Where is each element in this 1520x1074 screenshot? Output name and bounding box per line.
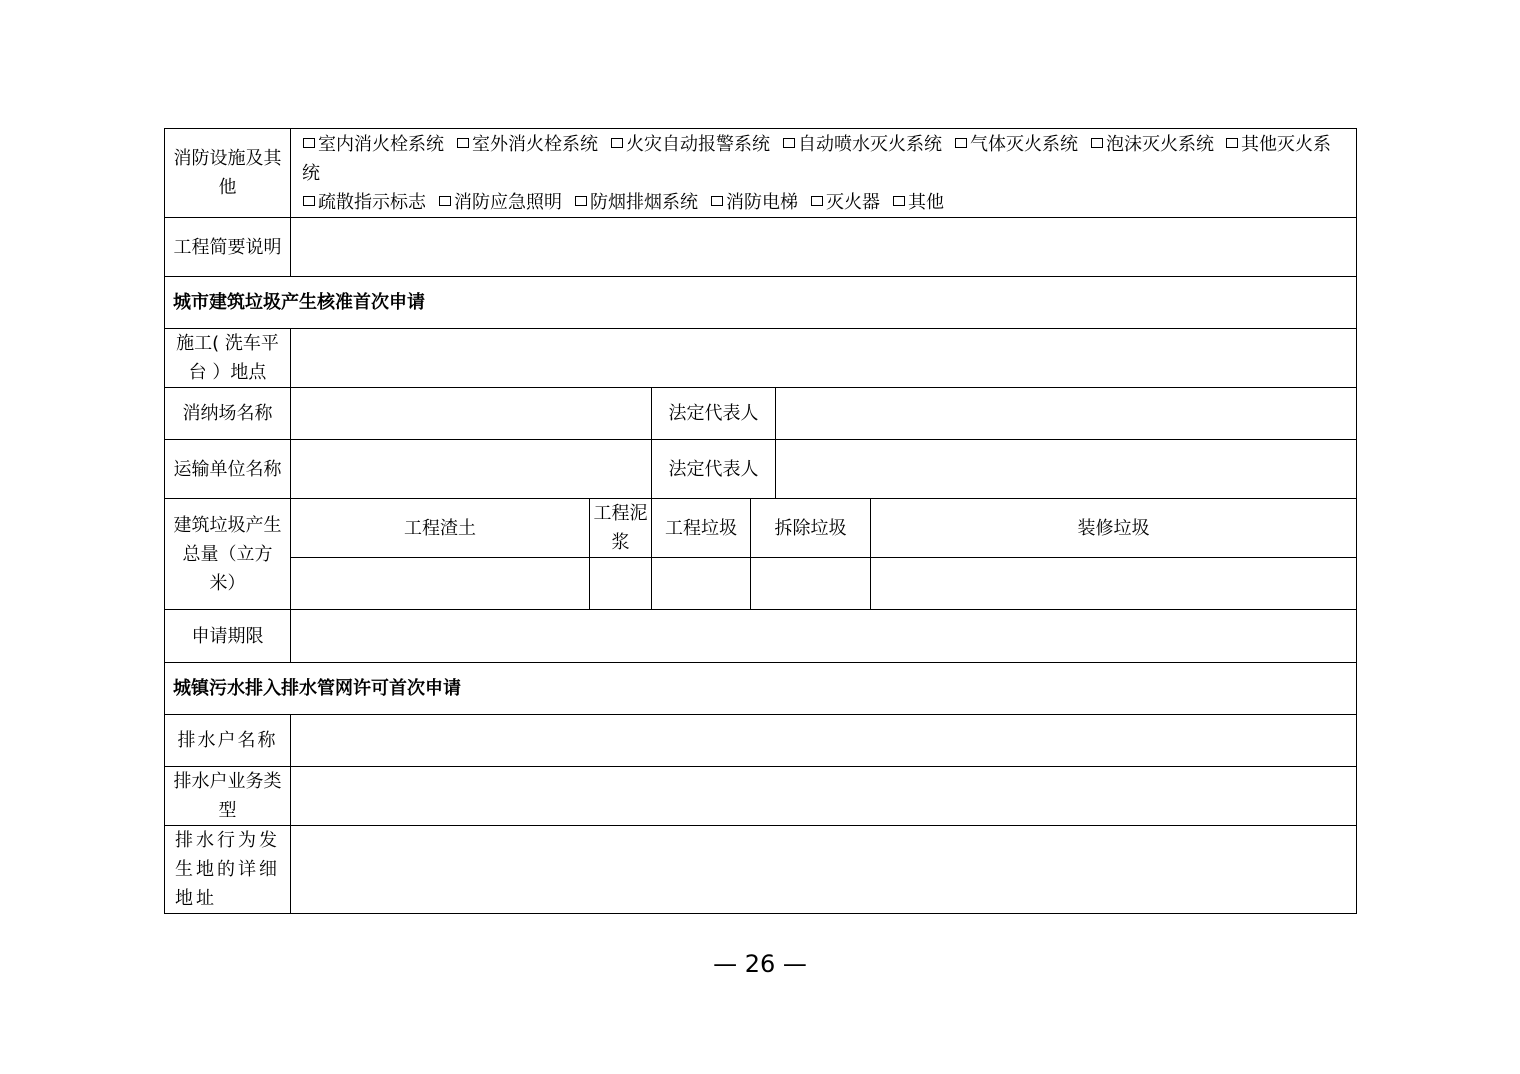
application-period-field[interactable] (291, 610, 1357, 663)
construction-waste-section-title: 城市建筑垃圾产生核准首次申请 (165, 277, 1357, 329)
fire-facilities-options-line-1 (302, 130, 1348, 188)
construction-site-row (165, 329, 1357, 388)
disposal-site-row (165, 388, 1357, 440)
checkbox-icon[interactable] (1226, 138, 1238, 148)
transport-unit-row (165, 440, 1357, 499)
waste-value-field[interactable] (590, 558, 652, 610)
discharge-address-row (165, 826, 1357, 914)
disposal-site-field[interactable] (291, 388, 652, 440)
checkbox-option[interactable]: 火灾自动报警系统 (610, 134, 770, 155)
checkbox-option[interactable]: 室外消火栓系统 (456, 134, 598, 155)
checkbox-option[interactable]: 气体灭火系统 (954, 134, 1078, 155)
checkbox-icon[interactable] (303, 196, 315, 206)
waste-value-field[interactable] (751, 558, 871, 610)
waste-column-header: 工程渣土 (291, 499, 590, 558)
checkbox-icon[interactable] (439, 196, 451, 206)
waste-column-header: 装修垃圾 (871, 499, 1357, 558)
application-period-label: 申请期限 (165, 610, 291, 663)
checkbox-icon[interactable] (955, 138, 967, 148)
transport-unit-field[interactable] (291, 440, 652, 499)
checkbox-icon[interactable] (711, 196, 723, 206)
project-description-label: 工程简要说明 (165, 218, 291, 277)
checkbox-option[interactable]: 消防电梯 (710, 192, 798, 213)
business-type-label: 排水户业务类型 (165, 767, 291, 826)
checkbox-icon[interactable] (457, 138, 469, 148)
page-number: — 26 — (713, 950, 807, 978)
transport-legal-rep-label: 法定代表人 (652, 440, 776, 499)
business-type-field[interactable] (291, 767, 1357, 826)
checkbox-icon[interactable] (811, 196, 823, 206)
checkbox-icon[interactable] (783, 138, 795, 148)
sewage-section-row (165, 663, 1357, 715)
waste-column-header: 工程垃圾 (652, 499, 751, 558)
checkbox-icon[interactable] (1091, 138, 1103, 148)
checkbox-option[interactable]: 防烟排烟系统 (574, 192, 698, 213)
checkbox-icon[interactable] (611, 138, 623, 148)
waste-total-header-row (165, 499, 1357, 558)
discharger-name-label: 排水户名称 (165, 715, 291, 767)
application-period-row (165, 610, 1357, 663)
checkbox-option[interactable]: 消防应急照明 (438, 192, 562, 213)
checkbox-option[interactable]: 室内消火栓系统 (302, 134, 444, 155)
disposal-legal-rep-label: 法定代表人 (652, 388, 776, 440)
checkbox-option[interactable]: 泡沫灭火系统 (1090, 134, 1214, 155)
disposal-site-label: 消纳场名称 (165, 388, 291, 440)
checkbox-option[interactable]: 疏散指示标志 (302, 192, 426, 213)
checkbox-icon[interactable] (575, 196, 587, 206)
project-description-field[interactable] (291, 218, 1357, 277)
disposal-legal-rep-field[interactable] (776, 388, 1357, 440)
construction-waste-section-row (165, 277, 1357, 329)
project-description-row (165, 218, 1357, 277)
construction-site-label: 施工( 洗车平台 ）地点 (165, 329, 291, 388)
transport-unit-label: 运输单位名称 (165, 440, 291, 499)
fire-facilities-label: 消防设施及其他 (165, 129, 291, 218)
checkbox-option-label: 其他灭火系统 (302, 134, 1331, 184)
application-form-table (164, 128, 1357, 914)
waste-value-field[interactable] (652, 558, 751, 610)
business-type-row (165, 767, 1357, 826)
waste-column-header: 工程泥浆 (590, 499, 652, 558)
waste-total-label: 建筑垃圾产生总量（立方米） (165, 499, 291, 610)
checkbox-option[interactable]: 灭火器 (810, 192, 880, 213)
transport-legal-rep-field[interactable] (776, 440, 1357, 499)
fire-facilities-row (165, 129, 1357, 218)
checkbox-icon[interactable] (303, 138, 315, 148)
discharge-address-field[interactable] (291, 826, 1357, 914)
fire-facilities-options (291, 129, 1357, 218)
fire-facilities-options-line-2 (302, 188, 1348, 217)
discharger-name-field[interactable] (291, 715, 1357, 767)
waste-value-field[interactable] (291, 558, 590, 610)
checkbox-option[interactable]: 自动喷水灭火系统 (782, 134, 942, 155)
waste-value-field[interactable] (871, 558, 1357, 610)
discharge-address-label: 排水行为发生地的详细地址 (165, 826, 291, 914)
sewage-section-title: 城镇污水排入排水管网许可首次申请 (165, 663, 1357, 715)
checkbox-option[interactable]: 其他 (892, 192, 944, 213)
waste-total-values-row (165, 558, 1357, 610)
waste-column-header: 拆除垃圾 (751, 499, 871, 558)
construction-site-field[interactable] (291, 329, 1357, 388)
checkbox-icon[interactable] (893, 196, 905, 206)
discharger-name-row (165, 715, 1357, 767)
